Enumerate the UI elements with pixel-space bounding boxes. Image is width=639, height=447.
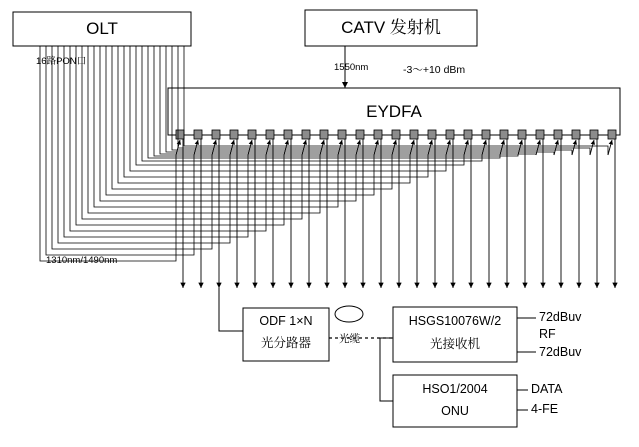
- output-4fe-label: 4-FE: [531, 402, 559, 416]
- receiver-label-line2: 光接收机: [429, 337, 480, 352]
- olt-label: OLT: [86, 19, 118, 39]
- odf-label-line2: 光分路器: [260, 336, 311, 351]
- catv-label: CATV 发射机: [341, 18, 441, 38]
- eydfa-label: EYDFA: [366, 101, 422, 121]
- receiver-label-line1: HSGS10076W/2: [408, 314, 502, 329]
- output-bottom-label: 72dBuv: [539, 345, 582, 359]
- wavelength-1550-label: 1550nm: [334, 62, 369, 73]
- fiber-cable-label: 光缆: [339, 333, 360, 345]
- output-data-label: DATA: [531, 382, 563, 396]
- output-top-label: 72dBuv: [539, 310, 582, 324]
- odf-label-line1: ODF 1×N: [259, 314, 313, 329]
- wavelength-1310-1490-label: 1310nm/1490nm: [46, 255, 118, 266]
- output-rf-label: RF: [539, 327, 556, 341]
- onu-label-line2: ONU: [441, 404, 469, 419]
- onu-label-line1: HSO1/2004: [422, 382, 488, 397]
- pon-ports-label: 16路PON口: [36, 56, 87, 67]
- power-level-label: -3～+10 dBm: [403, 64, 466, 76]
